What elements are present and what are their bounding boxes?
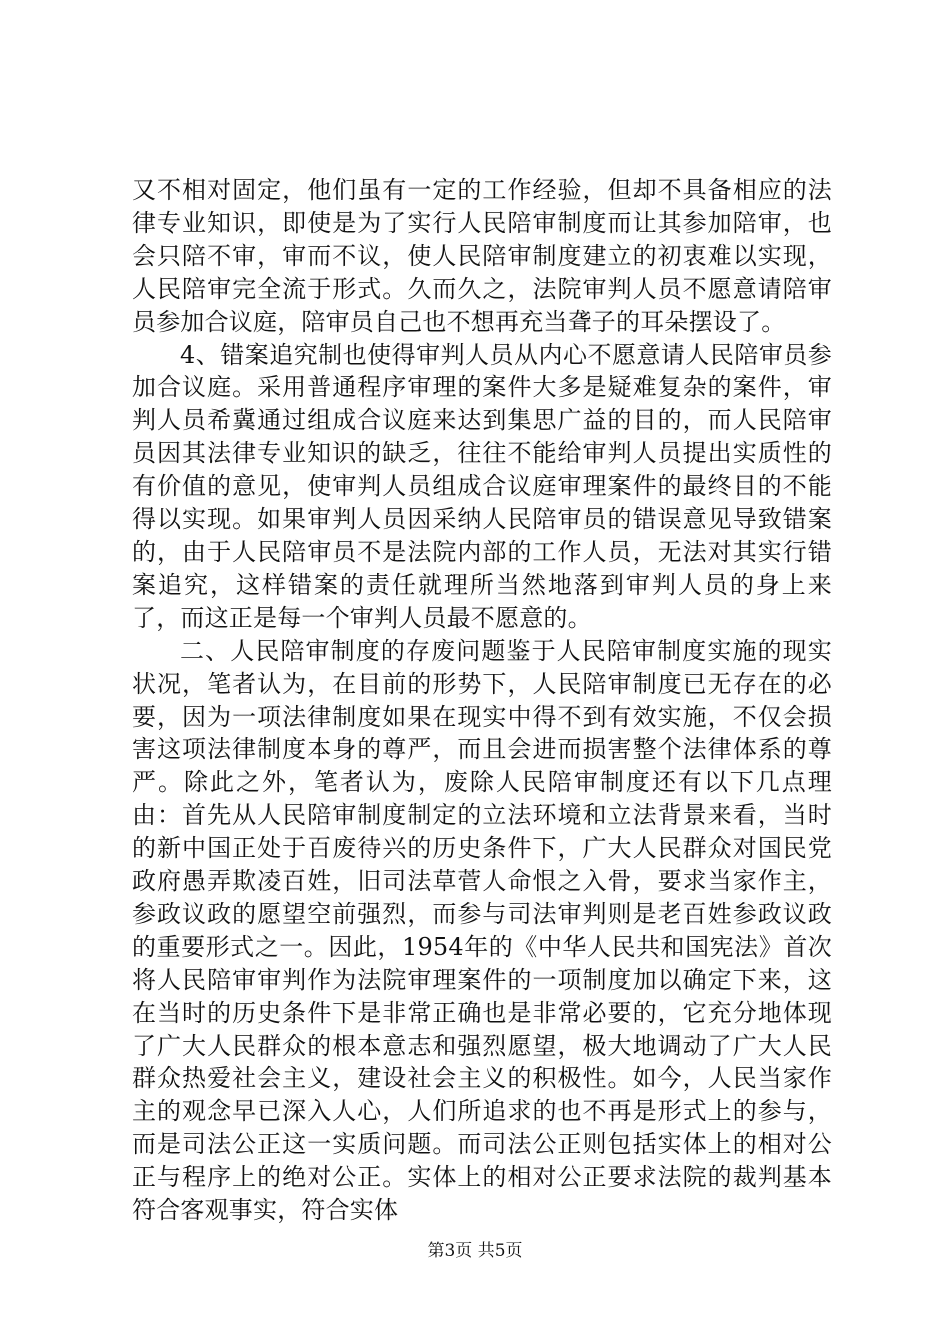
page-number-footer: 第3页 共5页 [427,1241,523,1261]
paragraph-section-2: 二、人民陪审制度的存废问题鉴于人民陪审制度实施的现实状况，笔者认为，在目前的形势下，人民陪审制度已无存在的必要，因为一项法律制度如果在现实中得不到有效实施，不仅会损害这项法律制度本身的尊严，而且会进而损害整个法律体系的尊严。除此之外，笔者认为，废除人民陪审制度还有以下几点理由：首先从人民陪审制度制定的立法环境和立法背景来看，当时的新中国正处于百废待兴的历史条件下，广大人民群众对国民党政府愚弄欺凌百姓，旧司法草菅人命恨之入骨，要求当家作主，参政议政的愿望空前强烈，而参与司法审判则是老百姓参政议政的重要形式之一。因此，1954年的《中华人民共和国宪法》首次将人民陪审审判作为法院审理案件的一项制度加以确定下来，这在当时的历史条件下是非常正确也是非常必要的，它充分地体现了广大人民群众的根本意志和强烈愿望，极大地调动了广大人民群众热爱社会主义，建设社会主义的积极性。如今，人民当家作主的观念早已深入人心，人们所追求的也不再是形式上的参与，而是司法公正这一实质问题。而司法公正则包括实体上的相对公正与程序上的绝对公正。实体上的相对公正要求法院的裁判基本符合客观事实，符合实体 [132,636,832,1225]
document-body [132,174,832,1227]
paragraph-continuation: 又不相对固定，他们虽有一定的工作经验，但却不具备相应的法律专业知识，即使是为了实行人民陪审制度而让其参加陪审，也会只陪不审，审而不议，使人民陪审制度建立的初衷难以实现，人民陪审完全流于形式。久而久之，法院审判人员不愿意请陪审员参加合议庭，陪审员自己也不想再充当聋子的耳朵摆设了。 [132,176,832,336]
paragraph-point-4: 4、错案追究制也使得审判人员从内心不愿意请人民陪审员参加合议庭。采用普通程序审理的案件大多是疑难复杂的案件，审判人员希冀通过组成合议庭来达到集思广益的目的，而人民陪审员因其法律专业知识的缺乏，往往不能给审判人员提出实质性的有价值的意见，使审判人员组成合议庭审理案件的最终目的不能得以实现。如果审判人员因采纳人民陪审员的错误意见导致错案的，由于人民陪审员不是法院内部的工作人员，无法对其实行错案追究，这样错案的责任就理所当然地落到审判人员的身上来了，而这正是每一个审判人员最不愿意的。 [132,340,832,632]
